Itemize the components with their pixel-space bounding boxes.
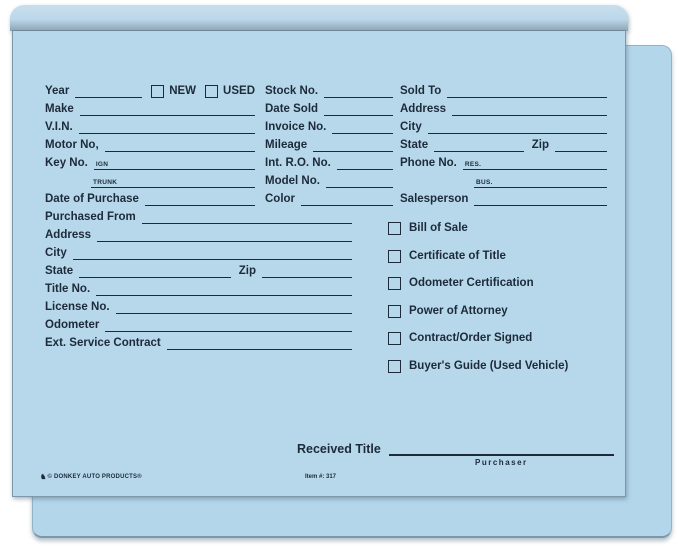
seller-address-label: Address [45, 229, 92, 241]
odometer-certification-label: Odometer Certification [409, 277, 534, 290]
odometer-line [105, 319, 352, 332]
vehicle-info-grid [45, 80, 607, 206]
buyer-city-label: City [400, 121, 422, 133]
row-ext-service-contract [45, 332, 352, 350]
motor-no-line [105, 139, 255, 152]
bill-of-sale-checkbox [388, 222, 401, 235]
buyer-city-line [428, 121, 607, 134]
mileage-line [313, 139, 393, 152]
seller-state-label: State [45, 265, 74, 277]
row-trunk-model-bus [45, 170, 607, 188]
year-label: Year [45, 85, 70, 97]
title-no-label: Title No. [45, 283, 91, 295]
used-label: USED [223, 85, 255, 97]
trunk-label: TRUNK [93, 179, 118, 186]
new-checkbox [151, 85, 164, 98]
make-line [80, 103, 255, 116]
seller-city-line [73, 247, 352, 260]
purchased-from-label: Purchased From [45, 211, 136, 223]
odometer-certification-checkbox [388, 277, 401, 290]
key-trunk-line [91, 175, 255, 188]
item-number: Item #: 317 [305, 474, 337, 480]
res-label: RES. [464, 161, 482, 168]
deal-envelope [10, 5, 628, 497]
row-motor-mileage-statezip [45, 134, 607, 152]
certificate-of-title-checkbox [388, 250, 401, 263]
model-no-line [326, 175, 393, 188]
key-ign-line [94, 157, 255, 170]
title-no-line [96, 283, 352, 296]
seller-zip-label: Zip [238, 265, 256, 277]
row-year-stock-soldto [45, 80, 607, 98]
buyer-address-line [452, 103, 607, 116]
received-title-line [389, 442, 614, 467]
mileage-label: Mileage [265, 139, 308, 151]
certificate-of-title-label: Certificate of Title [409, 249, 506, 262]
seller-info-block [45, 206, 352, 350]
row-title-no [45, 278, 352, 296]
bus-label: BUS. [476, 179, 493, 186]
row-odometer [45, 314, 352, 332]
contract-order-signed-label: Contract/Order Signed [409, 332, 533, 345]
row-seller-address [45, 224, 352, 242]
date-sold-label: Date Sold [265, 103, 319, 115]
invoice-no-label: Invoice No. [265, 121, 327, 133]
row-vin-invoice-city [45, 116, 607, 134]
stock-no-label: Stock No. [265, 85, 319, 97]
check-item-bill-of-sale [388, 215, 603, 243]
int-ro-no-label: Int. R.O. No. [265, 157, 331, 169]
used-checkbox [205, 85, 218, 98]
date-of-purchase-line [145, 193, 255, 206]
row-make-datesold-address [45, 98, 607, 116]
license-no-label: License No. [45, 301, 110, 313]
envelope-flap [10, 5, 628, 31]
sold-to-label: Sold To [400, 85, 442, 97]
vin-line [79, 121, 255, 134]
year-line [75, 85, 142, 98]
check-item-odometer-certification [388, 270, 603, 298]
date-of-purchase-label: Date of Purchase [45, 193, 139, 205]
int-ro-no-line [337, 157, 393, 170]
purchased-from-line [142, 211, 352, 224]
invoice-no-line [332, 121, 393, 134]
brand-footer [40, 473, 142, 481]
check-item-buyers-guide [388, 353, 603, 381]
row-purchased-from [45, 206, 352, 224]
color-line [301, 193, 393, 206]
check-item-contract-order-signed [388, 325, 603, 353]
document-checklist [388, 215, 603, 380]
row-keyno-intro-phone [45, 152, 607, 170]
motor-no-label: Motor No, [45, 139, 99, 151]
seller-address-line [97, 229, 352, 242]
ign-label: IGN [95, 161, 109, 168]
buyer-address-label: Address [400, 103, 447, 115]
new-label: NEW [169, 85, 197, 97]
sold-to-line [447, 85, 607, 98]
buyer-state-label: State [400, 139, 429, 151]
ext-service-contract-label: Ext. Service Contract [45, 337, 161, 349]
row-purchasedate-color-salesperson [45, 188, 607, 206]
power-of-attorney-checkbox [388, 305, 401, 318]
license-no-line [116, 301, 352, 314]
buyers-guide-label: Buyer's Guide (Used Vehicle) [409, 359, 569, 372]
row-license-no [45, 296, 352, 314]
key-no-label: Key No. [45, 157, 88, 169]
buyer-state-line [434, 139, 524, 152]
model-no-label: Model No. [265, 175, 320, 187]
make-label: Make [45, 103, 74, 115]
seller-zip-line [262, 265, 352, 278]
color-label: Color [265, 193, 296, 205]
seller-city-label: City [45, 247, 67, 259]
contract-order-signed-checkbox [388, 332, 401, 345]
phone-no-label: Phone No. [400, 157, 457, 169]
donkey-logo-icon: ♞ [40, 474, 47, 481]
buyer-zip-line [555, 139, 607, 152]
bill-of-sale-label: Bill of Sale [409, 222, 468, 235]
check-item-certificate-of-title [388, 243, 603, 271]
stock-no-line [324, 85, 393, 98]
buyer-zip-label: Zip [531, 139, 549, 151]
vin-label: V.I.N. [45, 121, 73, 133]
ext-service-contract-line [167, 337, 352, 350]
odometer-label: Odometer [45, 319, 100, 331]
check-item-power-of-attorney [388, 298, 603, 326]
salesperson-line [474, 193, 607, 206]
phone-bus-line [474, 175, 607, 188]
received-title-label: Received Title [297, 442, 381, 456]
salesperson-label: Salesperson [400, 193, 469, 205]
row-seller-city [45, 242, 352, 260]
purchaser-caption: Purchaser [475, 458, 528, 467]
seller-state-line [79, 265, 231, 278]
buyers-guide-checkbox [388, 360, 401, 373]
phone-res-line [463, 157, 607, 170]
date-sold-line [324, 103, 393, 116]
brand-text: © DONKEY AUTO PRODUCTS® [47, 474, 142, 480]
row-seller-state-zip [45, 260, 352, 278]
power-of-attorney-label: Power of Attorney [409, 304, 508, 317]
received-title-row [297, 442, 614, 467]
